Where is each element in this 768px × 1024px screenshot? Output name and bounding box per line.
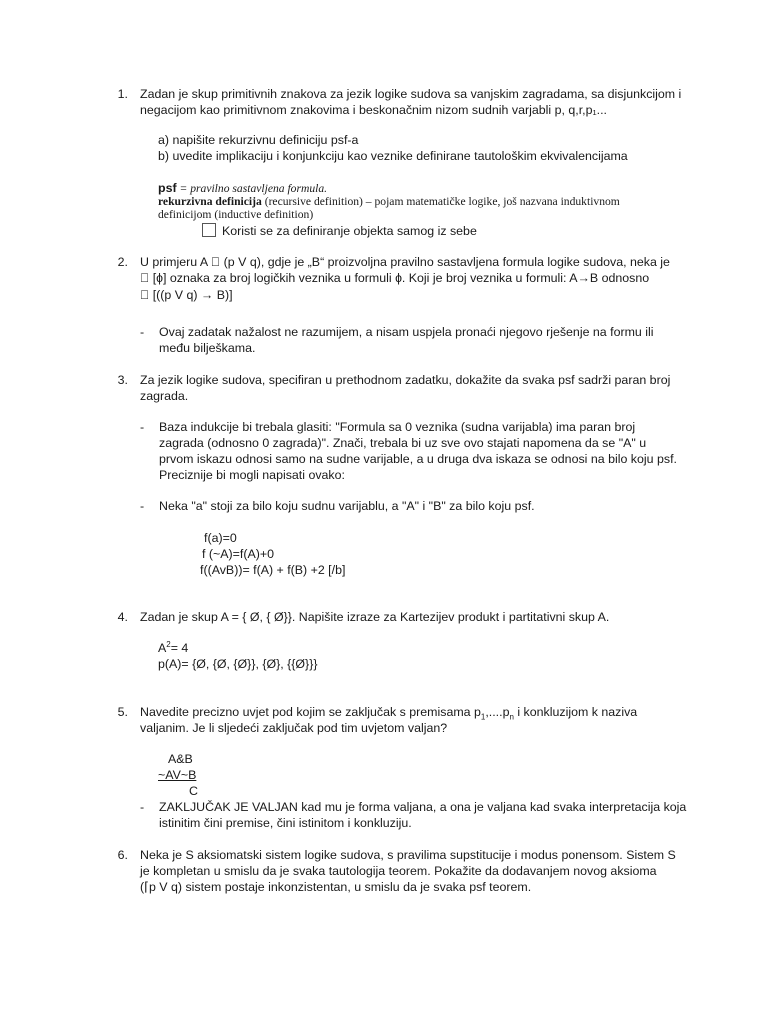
q4-power-set: p(A)= {Ø, {Ø, {Ø}}, {Ø}, {{Ø}}}	[158, 657, 318, 671]
q5-number: 5.	[117, 705, 128, 719]
q5-premise-2: ~AV~B	[158, 768, 197, 782]
q5-text-line1: Navedite precizno uvjet pod kojim se zaključak s premisama $p_1,....p_n$ i konkluzijom k naziva	[140, 705, 638, 722]
q4-cartesian-product	[158, 640, 188, 656]
q3-para-line2: zagrada (odnosno 0 zagrada)". Znači, trebala bi uz sve ovo stajati napomena da se "A" u	[159, 436, 647, 450]
q6-text-line1: Neka je S aksiomatski sistem logike sudova, s pravilima supstitucije i modus ponensom. Sistem S	[140, 848, 676, 862]
q5-dash: -	[140, 800, 145, 814]
q1-text-line1: Zadan je skup primitivnih znakova za jezik logike sudova sa vanjskim zagradama, sa disjunkcijom i	[140, 87, 682, 101]
q5-conclusion: C	[189, 784, 198, 798]
q6-text-line3: (⌈p V q) sistem postaje inkonzistentan, u smislu da je svaka psf teorem.	[140, 880, 532, 894]
q3-para-line4: Preciznije bi mogli napisati ovako:	[159, 468, 345, 482]
psf-term: psf	[158, 181, 177, 195]
q3-formula-1: f(a)=0	[204, 531, 237, 545]
q1-subtask-b: b) uvedite implikaciju i konjunkciju kao veznike definirane tautološkim ekvivalencijama	[158, 149, 628, 163]
q1-psf-definition	[158, 180, 327, 196]
q2-dash: -	[140, 325, 145, 339]
q2-text-line1: U primjeru A (p V q), gdje je „B“ proizvoljna pravilno sastavljena formula logike sudova, neka je	[140, 255, 658, 269]
recursive-term: rekurzivna definicija	[158, 195, 262, 208]
q1-recursive-definition-line2: definicijom (inductive definition)	[158, 208, 314, 221]
q3-dash-2: -	[140, 499, 145, 513]
psf-meaning: = pravilno sastavljena formula.	[176, 182, 328, 195]
q2-text-line2: [ɸ] oznaka za broj logičkih veznika u formuli ɸ. Koji je broj veznika u formuli: A→B odnosno	[140, 271, 637, 285]
q3-text-line1: Za jezik logike sudova, specifiran u prethodnom zadatku, dokažite da svaka psf sadrži paran broj	[140, 373, 671, 387]
q3-para-line1: Baza indukcije bi trebala glasiti: "Formula sa 0 veznika (sudna varijabla) ima paran broj	[159, 420, 636, 434]
q1-bullet-text: Koristi se za definiranje objekta samog iz sebe	[222, 224, 477, 238]
q1-recursive-definition	[158, 195, 620, 209]
q3-formula-3: f((AvB))= f(A) + f(B) +2 [/b]	[200, 563, 346, 577]
q1-number: 1.	[117, 87, 128, 101]
cartesian-base: A	[158, 641, 167, 655]
q3-number: 3.	[117, 373, 128, 387]
q2-answer-line2: među bilješkama.	[159, 341, 256, 355]
q4-text-line1: Zadan je skup A = { Ø, { Ø}}. Napišite izraze za Kartezijev produkt i partitativni skup A.	[140, 610, 610, 624]
q2-number: 2.	[117, 255, 128, 269]
cartesian-value: = 4	[170, 641, 189, 655]
q1-text-line2: negacijom kao primitivnom znakovima i beskonačnim nizom sudnih varjabli p, q,r,p₁...	[140, 103, 607, 117]
q6-text-line2: je kompletan u smislu da je svaka tautologija teorem. Pokažite da dodavanjem novog aksioma	[140, 864, 657, 878]
q2-text-line3: [((p V q) → B)]	[140, 288, 220, 302]
q6-number: 6.	[117, 848, 128, 862]
cartesian-exponent: 2	[166, 639, 171, 649]
q3-formula-2: f (~A)=f(A)+0	[202, 547, 274, 561]
q2-answer-line1: Ovaj zadatak nažalost ne razumijem, a nisam uspjela pronaći njegovo rješenje na formu ili	[159, 325, 654, 339]
q5-text-line2: valjanim. Je li sljedeći zaključak pod tim uvjetom valjan?	[140, 721, 448, 735]
q3-text-line2: zagrada.	[140, 389, 189, 403]
q3-para-line3: prvom iskazu odnosi samo na sudne varijable, a u druga dva iskaza se odnosi na bilo koju psf.	[159, 452, 677, 466]
missing-glyph-icon	[202, 223, 216, 237]
q5-answer-line2: istinitim čini premise, čini istinitom i konkluziju.	[159, 816, 412, 830]
recursive-meaning: (recursive definition) – pojam matematičke logike, još nazvana induktivnom	[261, 195, 620, 208]
q5-answer-line1: ZAKLJUČAK JE VALJAN kad mu je forma valjana, a ona je valjana kad svaka interpretacija koja	[159, 800, 687, 814]
q4-number: 4.	[117, 610, 128, 624]
q1-subtask-a: a) napišite rekurzivnu definiciju psf-a	[158, 133, 359, 147]
q3-dash-1: -	[140, 420, 145, 434]
q3-variables-note: Neka "a" stoji za bilo koju sudnu varijablu, a "A" i "B" za bilo koju psf.	[159, 499, 535, 513]
q5-premise-1: A&B	[168, 752, 193, 766]
